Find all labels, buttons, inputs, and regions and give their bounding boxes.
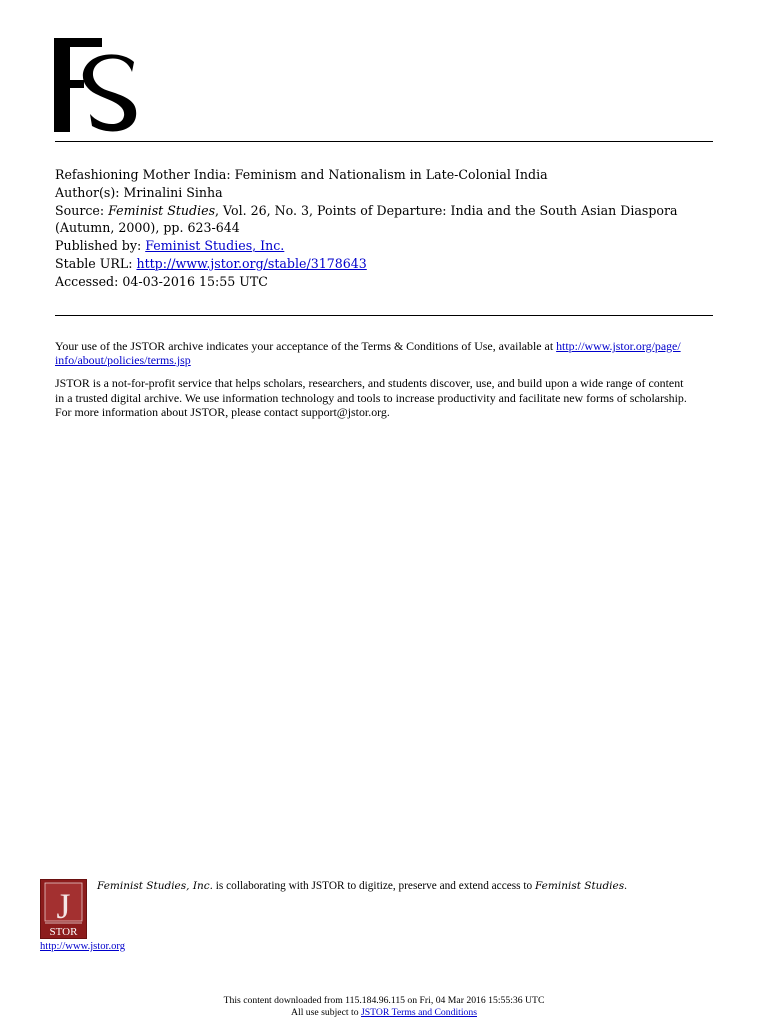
publisher-link[interactable]: Feminist Studies, Inc. xyxy=(145,238,285,254)
about-jstor-paragraph xyxy=(55,376,725,419)
terms-link-part1[interactable]: http://www.jstor.org/page/ xyxy=(556,339,681,353)
jstor-logo-icon[interactable] xyxy=(40,879,87,939)
terms-link-part2[interactable]: info/about/policies/terms.jsp xyxy=(55,353,191,368)
terms-text: Your use of the JSTOR archive indicates your acceptance of the Terms & Conditions of Use, available at xyxy=(55,339,557,353)
middle-divider xyxy=(55,315,713,316)
publisher-label: Published by: xyxy=(55,238,146,254)
article-title: Refashioning Mother India: Feminism and Nationalism in Late-Colonial India xyxy=(55,167,548,182)
stable-url-line xyxy=(55,255,735,273)
footer-terms-line xyxy=(0,1007,768,1019)
accessed-line: Accessed: 04-03-2016 15:55 UTC xyxy=(55,273,268,289)
jstor-logo-text: STOR xyxy=(49,926,78,938)
author-label: Author(s): xyxy=(55,184,124,200)
collab-end: . xyxy=(624,880,627,892)
about-line-3: For more information about JSTOR, please contact support@jstor.org. xyxy=(55,404,390,419)
stable-url-link[interactable]: http://www.jstor.org/stable/3178643 xyxy=(136,255,367,271)
collab-journal: Feminist Studies xyxy=(534,880,625,892)
author-line xyxy=(55,184,735,202)
source-line xyxy=(55,202,735,220)
top-divider xyxy=(55,141,713,142)
footer-terms-link[interactable]: JSTOR Terms and Conditions xyxy=(360,1006,477,1018)
about-line-2: in a trusted digital archive. We use information technology and tools to increase productivity and facilitate new forms of scholarship. xyxy=(55,390,687,405)
footer-terms-prefix: All use subject to xyxy=(291,1006,361,1018)
about-line-1: JSTOR is a not-for-profit service that helps scholars, researchers, and students discover, use, and build upon a wide range of content xyxy=(55,376,684,391)
author-name: Mrinalini Sinha xyxy=(123,184,223,200)
collab-middle: is collaborating with JSTOR to digitize, preserve and extend access to xyxy=(212,880,535,892)
collab-publisher: Feminist Studies, Inc. xyxy=(97,880,213,892)
source-line-2: (Autumn, 2000), pp. 623-644 xyxy=(55,220,240,236)
jstor-home-link[interactable]: http://www.jstor.org xyxy=(40,941,126,952)
terms-paragraph xyxy=(55,339,725,367)
terms-block xyxy=(55,339,725,428)
source-details: , Vol. 26, No. 3, Points of Departure: India and the South Asian Diaspora xyxy=(215,202,678,218)
fs-logo-icon xyxy=(52,38,144,134)
footer-download-info: This content downloaded from 115.184.96.115 on Fri, 04 Mar 2016 15:55:36 UTC xyxy=(223,995,545,1006)
citation-block xyxy=(55,166,735,291)
source-label: Source: xyxy=(55,202,109,218)
download-footer xyxy=(0,995,768,1018)
publisher-line xyxy=(55,237,735,255)
source-journal: Feminist Studies xyxy=(108,202,216,218)
stable-url-label: Stable URL: xyxy=(55,255,137,271)
collaboration-text xyxy=(97,880,627,892)
svg-text:J: J xyxy=(56,886,71,926)
